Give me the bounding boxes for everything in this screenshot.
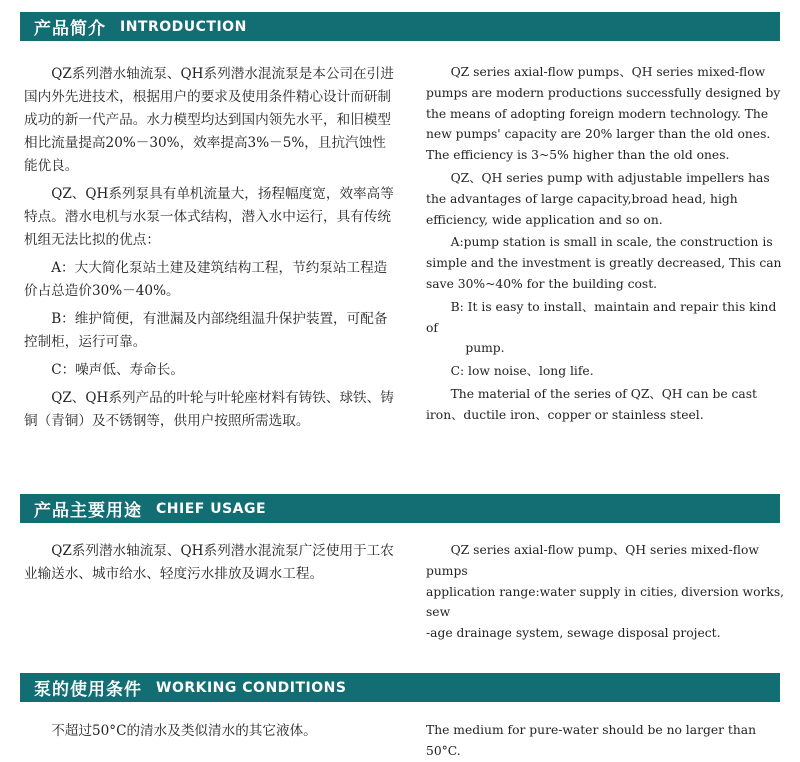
paragraph: QZ系列潜水轴流泵、QH系列潜水混流泵是本公司在引进国内外先进技术，根据用户的要求及使用条件精心设计而研制成功的新一代产品。水力模型均达到国内领先水平，和旧模型相比流量提高20%－30%，效率提高3%－5%，且抗汽蚀性能优良。 (24, 66, 394, 174)
section-title-en: INTRODUCTION (120, 18, 247, 35)
paragraph: C：噪声低、寿命长。 (51, 362, 184, 378)
paragraph: pump. (465, 341, 505, 356)
section-title-cn: 泵的使用条件 (34, 680, 142, 700)
conditions-en-text (426, 720, 786, 762)
paragraph: B: It is easy to install、maintain and repair this kind of (426, 299, 777, 335)
conditions-cn-text (24, 720, 394, 743)
section-title-cn: 产品主要用途 (34, 501, 142, 521)
paragraph: QZ系列潜水轴流泵、QH系列潜水混流泵广泛使用于工农业输送水、城市给水、轻度污水排放及调水工程。 (24, 543, 394, 582)
usage-en-text (426, 540, 786, 644)
paragraph: QZ series axial-flow pumps、QH series mixed-flow pumps are modern productions successfully designed by the means of adopting foreign modern technology. The new pumps' capacity are 20% larger than the old ones. The efficiency is 3~5% higher than the old ones. (426, 65, 781, 163)
section-header-introduction (20, 12, 780, 41)
usage-cn-text (24, 540, 394, 586)
paragraph: A:pump station is small in scale, the construction is simple and the investment is greatly decreased, This can save 30%~40% for the building cost. (426, 235, 782, 291)
paragraph: QZ、QH系列泵具有单机流量大，扬程幅度宽，效率高等特点。潜水电机与水泵一体式结构，潜入水中运行，具有传统机组无法比拟的优点： (24, 186, 394, 248)
section-header-usage (20, 494, 780, 523)
paragraph-line: application range:water supply in cities, diversion works, sew (426, 584, 785, 620)
paragraph: 不超过50°C的清水及类似清水的其它液体。 (51, 723, 317, 739)
section-header-conditions (20, 673, 780, 702)
section-title-cn: 产品简介 (34, 19, 106, 39)
paragraph-line: QZ series axial-flow pump、QH series mixed-flow pumps (426, 543, 759, 578)
introduction-en-text (426, 62, 786, 426)
section-title-en: CHIEF USAGE (156, 500, 267, 517)
paragraph: A：大大简化泵站土建及建筑结构工程，节约泵站工程造价占总造价30%－40%。 (24, 260, 388, 299)
paragraph-line: -age drainage system, sewage disposal project. (426, 626, 721, 641)
paragraph: C: low noise、long life. (450, 364, 594, 379)
paragraph: The material of the series of QZ、QH can be cast iron、ductile iron、copper or stainless steel. (426, 386, 757, 422)
paragraph: B：维护简便，有泄漏及内部绕组温升保护装置，可配备控制柜，运行可靠。 (24, 311, 388, 350)
section-title-en: WORKING CONDITIONS (156, 679, 347, 696)
paragraph: QZ、QH系列产品的叶轮与叶轮座材料有铸铁、球铁、铸铜（青铜）及不锈钢等，供用户按照所需选取。 (24, 390, 394, 429)
paragraph: QZ、QH series pump with adjustable impellers has the advantages of large capacity,broad head, high efficiency, wide application and so on. (426, 170, 770, 227)
paragraph: The medium for pure-water should be no larger than 50°C. (426, 723, 756, 758)
introduction-cn-text (24, 63, 394, 433)
